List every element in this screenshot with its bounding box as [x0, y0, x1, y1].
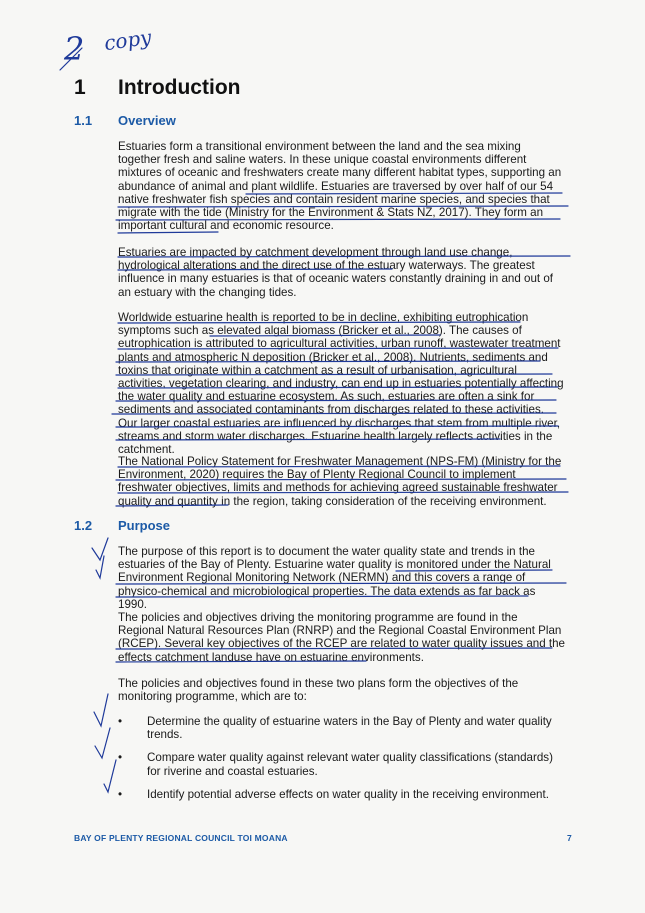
- underline: [396, 570, 552, 571]
- tick-mark: [92, 538, 108, 560]
- underline: [116, 596, 528, 597]
- underline: [118, 466, 560, 467]
- pen-stroke: [60, 48, 82, 70]
- underline: [246, 193, 562, 194]
- underline: [118, 206, 568, 207]
- underline: [116, 505, 228, 506]
- underline: [116, 219, 560, 220]
- purpose-paragraph-3: The policies and objectives found in these two plans form the objectives of the monitoring programme, which are to:: [118, 677, 519, 704]
- underline: [116, 583, 566, 584]
- section-number-purpose: 1.2: [74, 518, 93, 533]
- bullet-icon: •: [118, 715, 123, 728]
- overview-paragraph-2: Estuaries are impacted by catchment development through land use change, hydrological alterations and the direct use of the estuary waterways. The greatest influence in many estuaries is that of oceanic waters constantly draining in and out of an estuary with the changing tides.: [118, 246, 554, 299]
- underline: [118, 269, 392, 270]
- purpose-paragraph-2: The policies and objectives driving the monitoring programme are found in the Regional Natural Resources Plan (RNRP) and the Regional Coastal Environment Plan (RCEP). Several key objectives of the RCEP are related to water quality issues and the effects catchment landuse have on estuarine environments.: [118, 611, 566, 664]
- underline: [116, 361, 540, 362]
- tick-mark: [104, 760, 116, 792]
- bullet-icon: •: [118, 751, 123, 765]
- underline: [118, 232, 218, 233]
- underline: [118, 387, 558, 388]
- overview-paragraph-4: The National Policy Statement for Freshwater Management (NPS-FM) (Ministry for the Environment, 2020) requires the Bay of Plenty Regional Council to implement freshwater objectives, limits and methods for achieving agreed sustainable freshwater quality and quantity in the region, taking consideration of the receiving environment.: [118, 455, 562, 508]
- underline: [118, 322, 520, 323]
- underline: [116, 661, 366, 662]
- section-title-overview: Overview: [118, 113, 176, 128]
- underline: [116, 479, 566, 480]
- underline: [116, 439, 500, 440]
- list-item-text: Identify potential adverse effects on water quality in the receiving environment.: [147, 787, 549, 801]
- chapter-number: 1: [74, 76, 86, 99]
- underline: [112, 413, 556, 414]
- tick-mark: [94, 694, 108, 726]
- underline: [116, 648, 552, 649]
- underline: [118, 492, 568, 493]
- underline: [118, 256, 570, 257]
- overview-paragraph-3: Worldwide estuarine health is reported to be in decline, exhibiting eutrophication symptoms such as elevated algal biomass (Bricker et al., 2008). The causes of eutrophication is attributed to agricultural activities, urban runoff, wastewater treatment plants and atmospheric N deposition (Bricker et al., 2008). Nutrients, sediments and toxins that originate within a catchment as a result of urbanisation, agricultural activities, vegetation clearing, and industry, can end up in estuaries potentially affecting the water quality and estuarine ecosystem. As such, estuaries are often a sink for sediments and associated contaminants from discharges related to these activities. Our larger coastal estuaries are influenced by discharges that stem from multiple river, streams and storm water discharges. Estuarine health largely reflects activities in the catchment.: [118, 311, 564, 457]
- list-item-text: Compare water quality against relevant water quality classifications (standards) for riverine and coastal estuaries.: [147, 751, 553, 778]
- section-title-purpose: Purpose: [118, 518, 171, 533]
- underline: [116, 374, 552, 375]
- underline: [116, 400, 556, 401]
- bullet-icon: •: [118, 787, 123, 801]
- underline: [116, 426, 558, 427]
- list-item-text: Determine the quality of estuarine waters in the Bay of Plenty and water quality trends.: [147, 715, 552, 742]
- handwritten-number: 2: [64, 30, 85, 68]
- tick-mark: [95, 728, 110, 758]
- page-number: 7: [567, 833, 572, 843]
- underline: [118, 348, 558, 349]
- overview-paragraph-1: Estuaries form a transitional environment between the land and the sea mixing together fresh and saline waters. In these unique coastal environments different mixtures of oceanic and freshwaters create many different habitat types, supporting an abundance of animal and plant wildlife. Estuaries are traversed by over half of our 54 native freshwater fish species and contain resident marine species, and species that migrate with the tide (Ministry for the Environment & Stats NZ, 2017). They form an important cultural and economic resource.: [118, 140, 562, 233]
- purpose-paragraph-1: The purpose of this report is to document the water quality state and trends in the estuaries of the Bay of Plenty. Estuarine water quality is monitored under the Natural Environment Regional Monitoring Network (NERMN) and this covers a range of physico-chemical and microbiological properties. The data extends as far back as 1990.: [118, 545, 551, 611]
- underline: [210, 335, 440, 336]
- section-number-overview: 1.1: [74, 113, 93, 128]
- handwritten-note: copy: [102, 24, 153, 56]
- footer-organisation: BAY OF PLENTY REGIONAL COUNCIL TOI MOANA: [74, 833, 288, 843]
- chapter-title: Introduction: [118, 76, 241, 99]
